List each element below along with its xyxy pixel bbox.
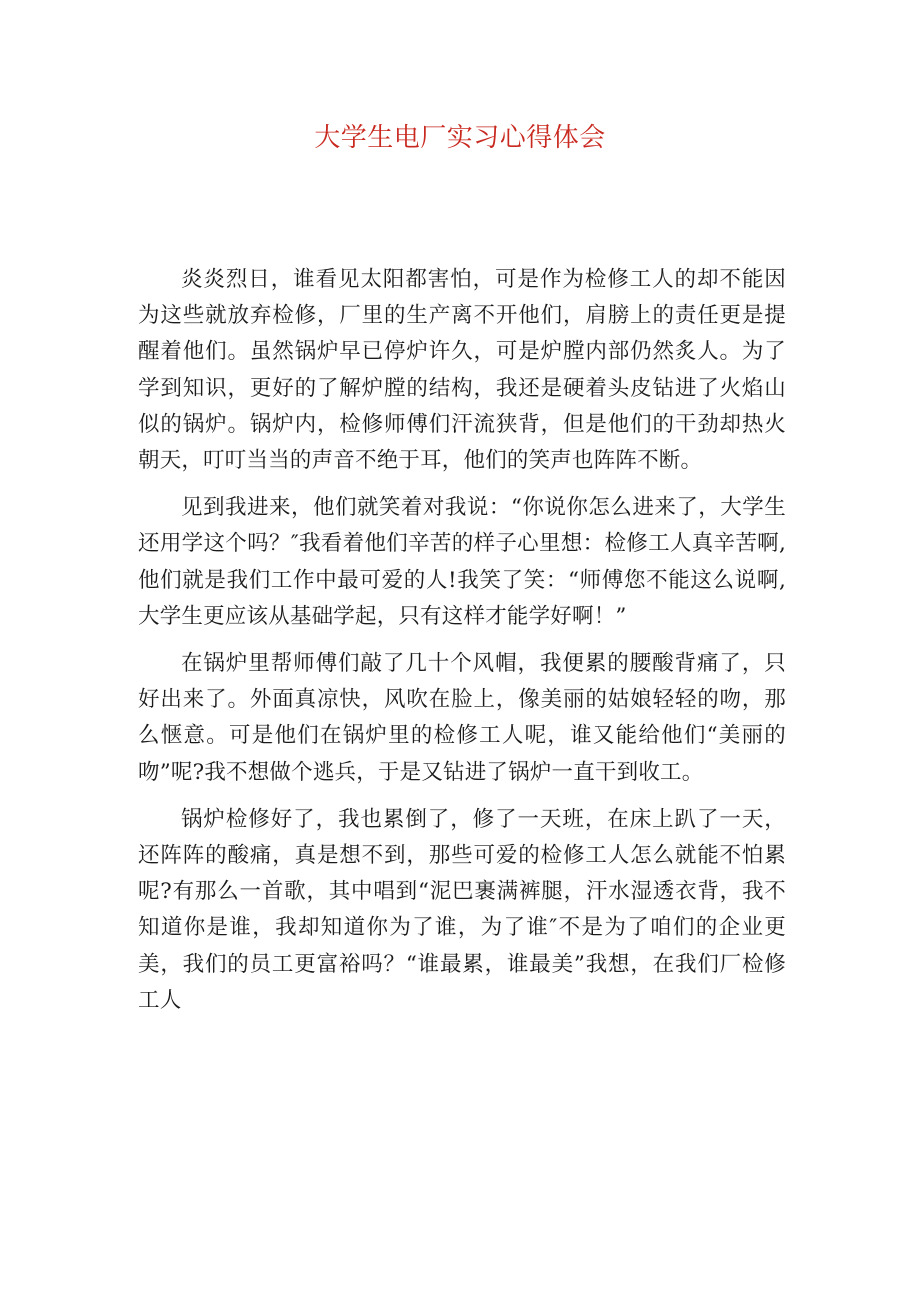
paragraph-2: 见到我进来，他们就笑着对我说：“你说你怎么进来了，大学生还用学这个吗？″我看着他们辛苦的样子心里想：检修工人真辛苦啊,他们就是我们工作中最可爱的人!我笑了笑：“师傅您不能这么说啊,大学生更应该从基础学起，只有这样才能学好啊！” <box>138 495 786 629</box>
document-title: 大学生电厂实习心得体会 <box>314 123 606 153</box>
paragraph-3: 在锅炉里帮师傅们敲了几十个风帽，我便累的腰酸背痛了，只好出来了。外面真凉快，风吹在脸上，像美丽的姑娘轻轻的吻，那么惬意。可是他们在锅炉里的检修工人呢，谁又能给他们“美丽的吻”呢?我不想做个逃兵，于是又钻进了锅炉一直干到收工。 <box>138 651 786 785</box>
document-body <box>138 262 786 1030</box>
paragraph-4: 锅炉检修好了，我也累倒了，修了一天班，在床上趴了一天，还阵阵的酸痛，真是想不到，那些可爱的检修工人怎么就能不怕累呢?有那么一首歌，其中唱到“泥巴裹满裤腿，汗水湿透衣背，我不知道你是谁，我却知道你为了谁，为了谁″不是为了咱们的企业更美，我们的员工更富裕吗？“谁最累，谁最美”我想，在我们厂检修工人 <box>138 806 786 1013</box>
paragraph-1: 炎炎烈日，谁看见太阳都害怕，可是作为检修工人的却不能因为这些就放弃检修，厂里的生产离不开他们，肩膀上的责任更是提醒着他们。虽然锅炉早已停炉许久，可是炉膛内部仍然炙人。为了学到知识，更好的了解炉膛的结构，我还是硬着头皮钻进了火焰山似的锅炉。锅炉内，检修师傅们汗流狭背，但是他们的干劲却热火朝天，叮叮当当的声音不绝于耳，他们的笑声也阵阵不断。 <box>138 267 786 474</box>
